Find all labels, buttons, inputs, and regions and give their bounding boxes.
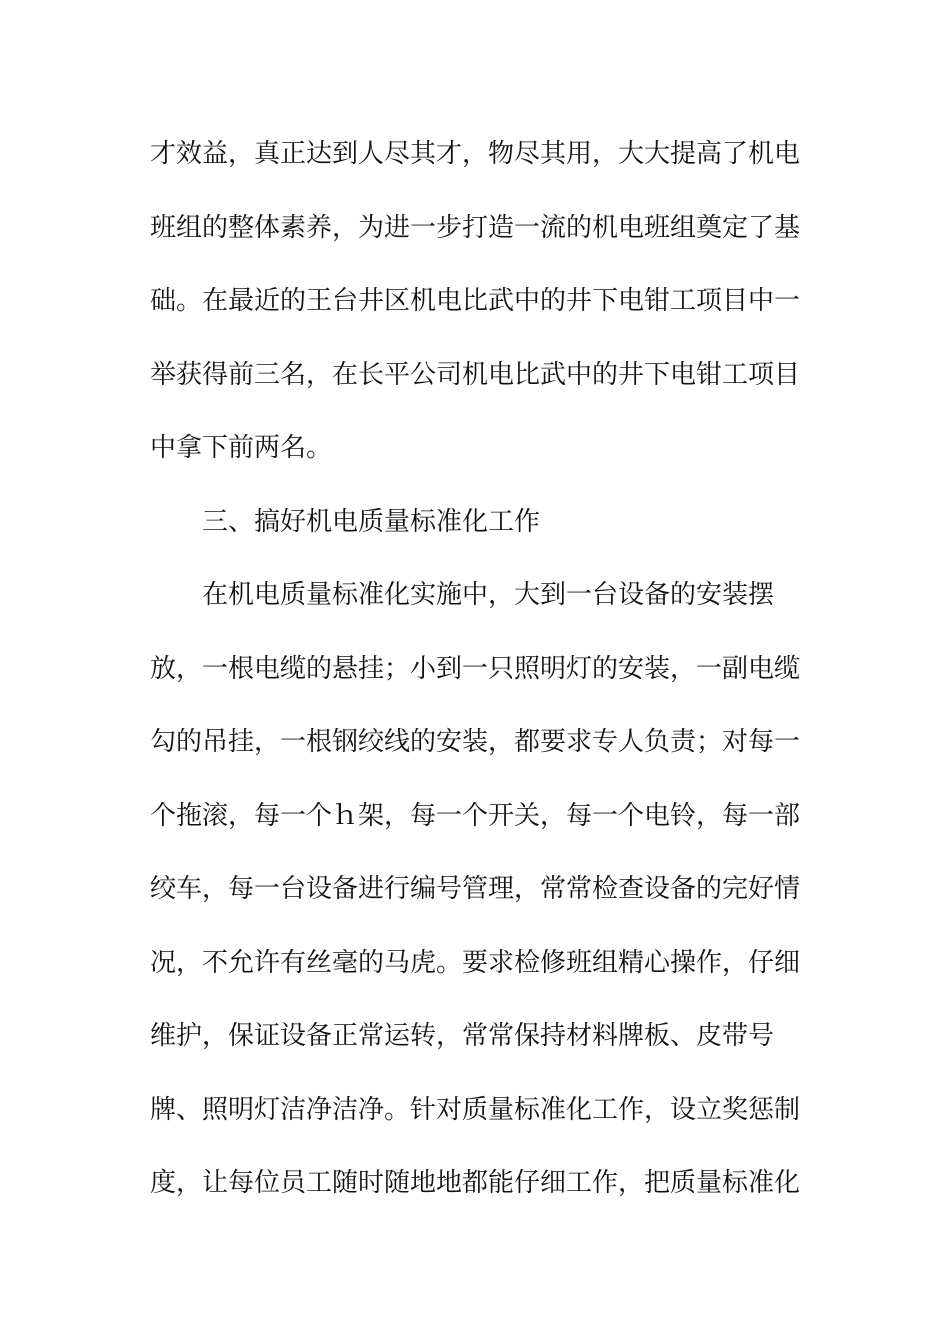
paragraph-first-line: 在机电质量标准化实施中，大到一台设备的安装摆 [202,580,775,610]
text-line: 础。在最近的王台井区机电比武中的井下电钳工项目中一 [150,286,801,316]
text-line: 勾的吊挂，一根钢绞线的安装，都要求专人负责；对每一 [150,727,801,757]
text-line: 放，一根电缆的悬挂；小到一只照明灯的安装，一副电缆 [150,653,801,684]
body-text [150,128,810,1231]
text-line: 个拖滚，每一个ｈ架，每一个开关，每一个电铃，每一部 [150,800,801,831]
text-line: 班组的整体素养，为进一步打造一流的机电班组奠定了基 [150,212,801,243]
text-line: 绞车，每一台设备进行编号管理，常常检查设备的完好情 [150,874,801,904]
text-line: 中拿下前两名。 [150,433,333,463]
text-line: 才效益，真正达到人尽其才，物尽其用，大大提高了机电 [150,139,801,169]
text-line: 维护，保证设备正常运转，常常保持材料牌板、皮带号 [150,1021,775,1051]
text-line: 况，不允许有丝毫的马虎。要求检修班组精心操作，仔细 [150,947,801,978]
text-line: 牌、照明灯洁净洁净。针对质量标准化工作，设立奖惩制 [150,1094,801,1125]
section-heading: 三、搞好机电质量标准化工作 [202,506,541,537]
text-line: 举获得前三名，在长平公司机电比武中的井下电钳工项目 [150,359,801,390]
text-line: 度，让每位员工随时随地地都能仔细工作，把质量标准化 [150,1168,801,1198]
